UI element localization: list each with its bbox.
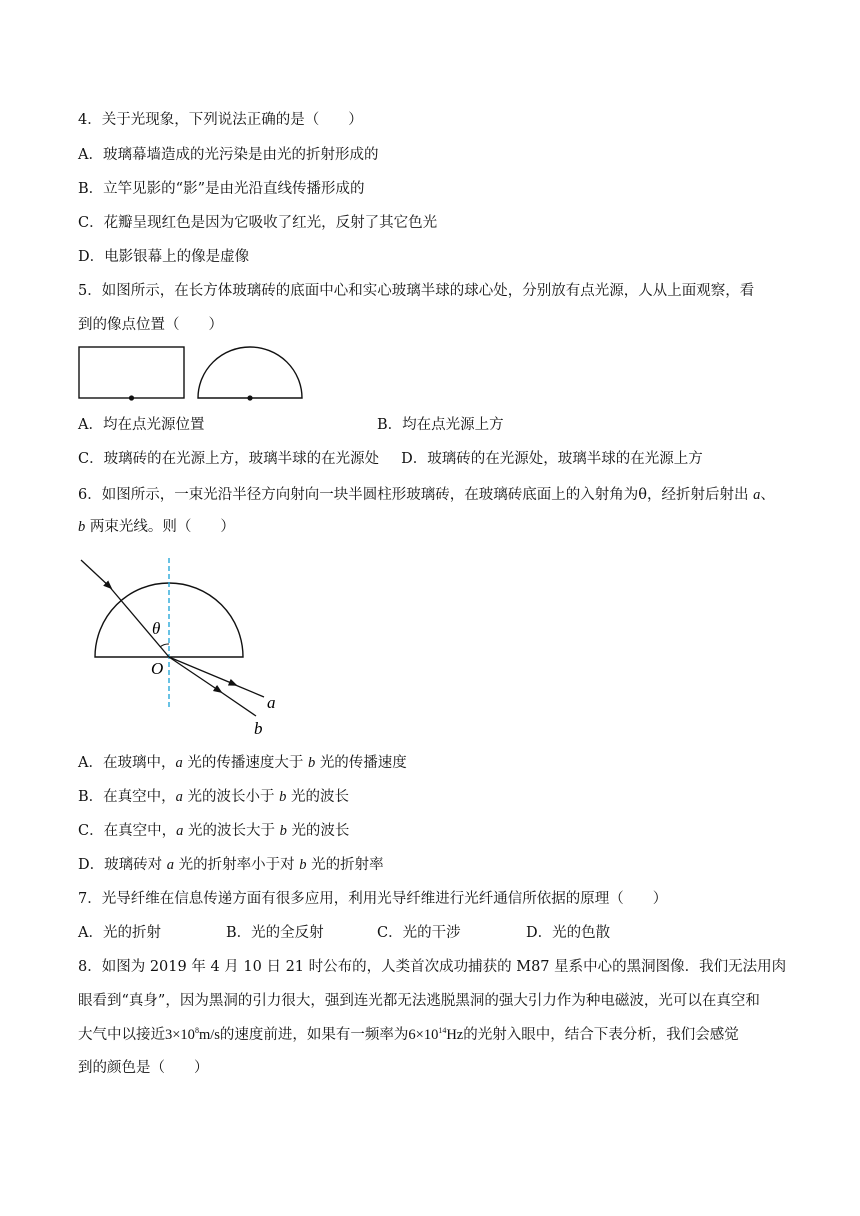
q6d-v2: b — [299, 857, 307, 873]
q6c-mid: 光的波长大于 — [187, 823, 275, 839]
q6b-v1: a — [175, 789, 183, 805]
glass-brick — [79, 347, 184, 398]
q7-option-c: C．光的干涉 — [377, 925, 461, 941]
q8-line3-pre: 大气中以接近 — [78, 1027, 165, 1043]
q6b-end: 光的波长 — [290, 789, 349, 805]
q8-line3-post: 的光射入眼中，结合下表分析，我们会感觉 — [463, 1027, 739, 1043]
incident-ray — [81, 560, 111, 588]
q7-option-b: B．光的全反射 — [226, 925, 324, 941]
q8-freq-unit: Hz — [446, 1027, 464, 1043]
q6a-prefix: A．在玻璃中， — [78, 755, 176, 771]
q6-option-a — [78, 753, 407, 773]
q4-stem: 4．关于光现象，下列说法正确的是（ ） — [78, 112, 363, 128]
q8-speed — [165, 1027, 220, 1043]
q4-option-b: B．立竿见影的“影”是由光沿直线传播形成的 — [78, 181, 365, 197]
q6-stem-line2 — [78, 517, 235, 537]
q5-option-c: C．玻璃砖的在光源上方，玻璃半球的在光源处 — [78, 451, 380, 467]
q7-option-a: A．光的折射 — [78, 925, 161, 941]
q5-stem-line2: 到的像点位置（ ） — [78, 317, 223, 333]
q8-line3-mid: 的速度前进，如果有一频率为 — [219, 1027, 409, 1043]
q4-option-d: D．电影银幕上的像是虚像 — [78, 249, 250, 265]
ray-a — [169, 657, 236, 685]
ray-b — [169, 657, 221, 692]
q8-speed-unit: m/s — [198, 1027, 220, 1043]
q6c-v2: b — [279, 823, 287, 839]
q6-stem-rest: 两束光线。则（ ） — [89, 519, 235, 535]
q6-option-d — [78, 855, 384, 875]
q6-stem-text: 6．如图所示，一束光沿半径方向射向一块半圆柱形玻璃砖，在玻璃砖底面上的入射角为θ，经折射后射出 — [78, 487, 749, 503]
q8-line4: 到的颜色是（ ） — [78, 1060, 209, 1076]
label-origin: O — [151, 659, 164, 678]
q6-stem-line1 — [78, 485, 775, 505]
q6-option-b — [78, 787, 349, 807]
q8-frequency — [408, 1027, 463, 1043]
label-ray-b: b — [254, 719, 263, 738]
q8-freq-exp: 14 — [438, 1026, 447, 1036]
q6b-mid: 光的波长小于 — [187, 789, 275, 805]
q5-option-b: B．均在点光源上方 — [377, 417, 504, 433]
q6a-v2: b — [307, 755, 316, 771]
q6b-v2: b — [279, 789, 287, 805]
q6d-mid: 光的折射率小于对 — [178, 857, 295, 873]
q6-sep: 、 — [760, 487, 775, 503]
q6-figure — [78, 550, 298, 740]
q6c-end: 光的波长 — [291, 823, 350, 839]
q5-option-d: D．玻璃砖的在光源处，玻璃半球的在光源上方 — [401, 451, 703, 467]
q5-figure — [72, 340, 312, 406]
q5-option-a: A．均在点光源位置 — [78, 417, 205, 433]
q6a-mid: 光的传播速度大于 — [187, 755, 304, 771]
q8-freq-base: 6×10 — [408, 1027, 439, 1043]
glass-hemisphere — [198, 347, 302, 398]
q5-options-cd — [78, 449, 703, 469]
q8-line3 — [78, 1025, 739, 1045]
q8-speed-base: 3×10 — [165, 1027, 195, 1043]
q6-var-b: b — [78, 519, 86, 535]
theta-arc — [160, 644, 169, 647]
q4-option-a: A．玻璃幕墙造成的光污染是由光的折射形成的 — [78, 147, 379, 163]
q8-line2: 眼看到“真身”，因为黑洞的引力很大，强到连光都无法逃脱黑洞的强大引力作为种电磁波，光可以在真空和 — [78, 993, 760, 1009]
brick-point-source — [129, 395, 134, 400]
ray-a-tail — [233, 684, 264, 697]
q6c-v1: a — [176, 823, 184, 839]
q6a-end: 光的传播速度 — [319, 755, 407, 771]
q7-option-d: D．光的色散 — [526, 925, 611, 941]
q8-speed-exp: 8 — [194, 1026, 199, 1036]
hemisphere-point-source — [247, 395, 252, 400]
q6a-v1: a — [175, 755, 183, 771]
q6c-prefix: C．在真空中， — [78, 823, 177, 839]
q6d-v1: a — [166, 857, 174, 873]
q6d-prefix: D．玻璃砖对 — [78, 857, 163, 873]
q4-option-c: C．花瓣呈现红色是因为它吸收了红光，反射了其它色光 — [78, 215, 438, 231]
q6b-prefix: B．在真空中， — [78, 789, 176, 805]
q8-line1: 8．如图为 2019 年 4 月 10 日 21 时公布的，人类首次成功捕获的 M87 星系中心的黑洞图像．我们无法用肉 — [78, 959, 787, 975]
q5-stem-line1: 5．如图所示，在长方体玻璃砖的底面中心和实心玻璃半球的球心处，分别放有点光源，人从上面观察，看 — [78, 283, 755, 299]
q6-var-a: a — [753, 487, 761, 503]
label-theta: θ — [152, 619, 161, 638]
q6-option-c — [78, 821, 349, 841]
q7-stem: 7．光导纤维在信息传递方面有很多应用，利用光导纤维进行光纤通信所依据的原理（ ） — [78, 891, 668, 907]
label-ray-a: a — [267, 693, 276, 712]
ray-b-tail — [218, 690, 256, 716]
q6d-end: 光的折射率 — [311, 857, 384, 873]
